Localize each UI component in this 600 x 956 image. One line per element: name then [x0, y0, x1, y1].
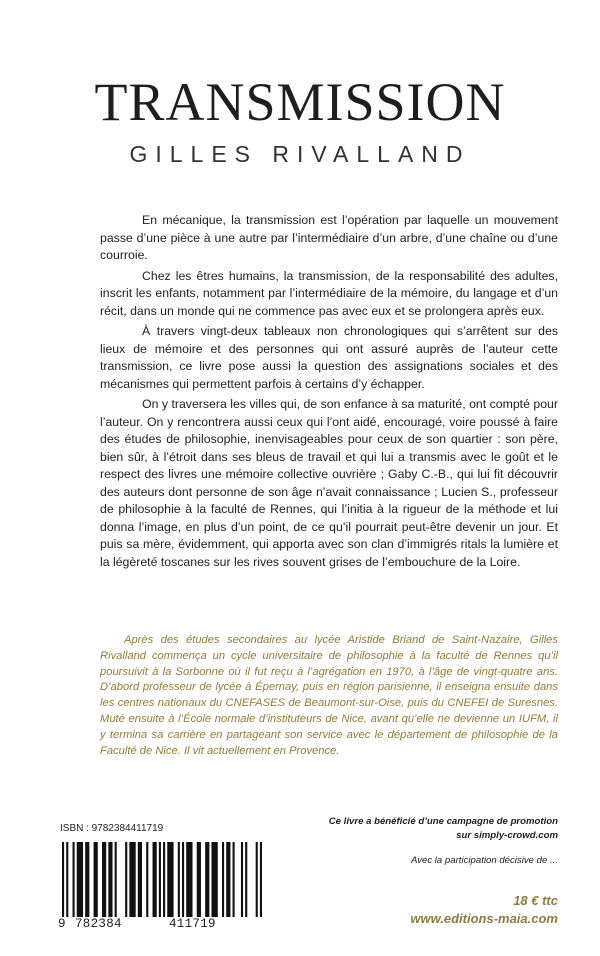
barcode-bar — [226, 842, 230, 917]
author-name: GILLES RIVALLAND — [129, 141, 471, 167]
promotion-line-2: sur simply-crowd.com — [456, 830, 558, 841]
barcode-bar — [211, 842, 217, 917]
barcode-bar — [222, 842, 224, 917]
barcode-bar — [159, 842, 161, 917]
summary-paragraph: On y traversera les villes qui, de son enfance à sa maturité, ont compté pour l’auteur. On y rencontrera aussi ceux qui l’ont aidé, encouragé, voire poussé à faire des études de philosophie, inenvisageables pour ceux de son quartier : son père, bien sûr, à l’étroit dans ses bleus de travail et qui lui a transmis avec le goût et le respect des livres une mémoire collective ouvrière ; Gaby C.-B., qui lui fit découvrir des auteurs dont personne de son âge n’avait connaissance ; Lucien S., professeur de philosophie à la faculté de Rennes, qui l’initia à la rigueur de la méthode et lui donna l’image, en plus d’un point, de ce qu’il pourrait peut-être devenir un jour. Et puis sa mère, évidemment, qui apporta avec son clan d’immigrés ritals la lumière et la légèreté toscanes sur les rives souvent grises de l’embouchure de la Loire. — [100, 397, 558, 569]
barcode-bar — [146, 842, 148, 917]
summary-text — [100, 212, 558, 574]
barcode-bar — [167, 842, 173, 917]
summary-paragraph: Chez les êtres humains, la transmission, de la responsabilité des adultes, inscrit les enfants, notamment par l’intermédiaire de la mémoire, du langage et d’un récit, dans un monde qui ne commence pas avec eux et se prolongera après eux. — [100, 268, 558, 318]
summary-paragraph: En mécanique, la transmission est l’opération par laquelle un mouvement passe d’une pièce à une autre par l’intermédiaire d’un arbre, d’une chaîne ou d’une courroie. — [100, 213, 558, 262]
barcode-bar — [256, 842, 258, 917]
publisher-website: www.editions-maia.com — [410, 911, 558, 926]
barcode-bar — [129, 842, 135, 917]
barcode-bar — [186, 842, 192, 917]
barcode-bar — [66, 842, 68, 917]
book-title: TRANSMISSION — [94, 72, 506, 132]
barcode-bar — [245, 842, 247, 917]
barcode-digits-left: 782384 — [75, 917, 122, 931]
barcode-digits-right: 411719 — [169, 917, 216, 931]
barcode-bar — [233, 842, 235, 917]
barcode-bar — [77, 842, 83, 917]
isbn-label: ISBN : 9782384411719 — [60, 823, 164, 834]
barcode-bar — [153, 842, 157, 917]
barcode-bar — [178, 842, 180, 917]
promotion-line-1: Ce livre a bénéficié d’une campagne de promotion — [328, 816, 558, 827]
barcode-bar — [182, 842, 184, 917]
promotion-notice — [298, 815, 558, 843]
barcode-bar — [241, 842, 243, 917]
barcode-bar — [115, 842, 117, 917]
barcode-bar — [138, 842, 142, 917]
barcode-bar — [62, 842, 64, 917]
summary-paragraph: À travers vingt-deux tableaux non chronologiques qui s’arrêtent sur des lieux de mémoire et des personnes qui ont assuré auprès de l’auteur cette transmission, ce livre pose aussi la question des assignations sociales et des mécanismes qui permettent parfois à certains d’y échapper. — [100, 324, 558, 391]
barcode-bar — [94, 842, 98, 917]
barcode-bar — [260, 842, 262, 917]
barcode-digit-prefix: 9 — [58, 917, 66, 931]
barcode-bar — [205, 842, 209, 917]
barcode-bar — [102, 842, 106, 917]
barcode-bar — [108, 842, 112, 917]
barcode-bar — [163, 842, 165, 917]
barcode-bar — [85, 842, 89, 917]
barcode-bar — [197, 842, 201, 917]
author-bio — [100, 633, 558, 759]
barcode-bar — [73, 842, 75, 917]
barcode — [62, 842, 262, 917]
author-bio-text: Après des études secondaires au lycée Aristide Briand de Saint-Nazaire, Gilles Rivalland commença un cycle universitaire de philosophie à la faculté de Rennes qu’il poursuivit à la Sorbonne où il fut reçu à l’agrégation en 1970, à l’âge de vingt-quatre ans. D’abord professeur de lycée à Épernay, puis en région parisienne, il enseigna ensuite dans les centres nationaux du CNEFASES de Beaumont-sur-Oise, puis du CNEFEI de Suresnes. Muté ensuite à l’École normale d’instituteurs de Nice, avant qu’elle ne devienne un IUFM, il y termina sa carrière en partageant son service avec le département de philosophie de la Faculté de Nice. Il vit actuellement en Provence. — [100, 634, 558, 757]
collaboration-note: Avec la participation décisive de ... — [410, 855, 558, 866]
price: 18 € ttc — [513, 893, 558, 908]
barcode-bar — [125, 842, 127, 917]
